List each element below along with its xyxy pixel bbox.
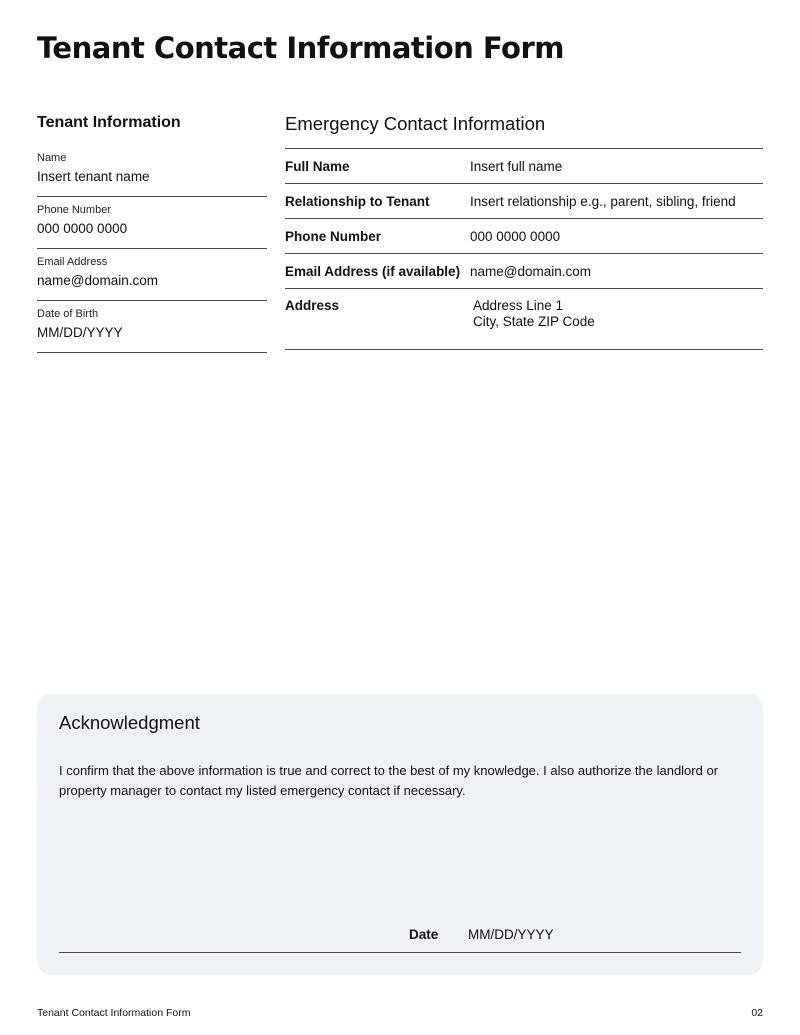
ec-relationship-value[interactable]: Insert relationship e.g., parent, sibling, friend (470, 193, 736, 209)
tenant-dob-field[interactable] (37, 301, 267, 353)
tenant-information-section (37, 110, 267, 353)
tenant-phone-field[interactable] (37, 197, 267, 249)
ec-email-value[interactable]: name@domain.com (470, 263, 592, 279)
tenant-dob-value[interactable]: MM/DD/YYYY (37, 325, 123, 340)
tenant-email-field[interactable] (37, 249, 267, 301)
acknowledgment-date-value[interactable]: MM/DD/YYYY (468, 927, 554, 942)
tenant-name-value[interactable]: Insert tenant name (37, 169, 150, 184)
tenant-phone-value[interactable]: 000 0000 0000 (37, 221, 128, 236)
footer-page-number: 02 (751, 1007, 763, 1019)
tenant-email-value[interactable]: name@domain.com (37, 273, 159, 288)
tenant-email-label: Email Address (37, 256, 108, 268)
tenant-information-heading: Tenant Information (37, 114, 181, 131)
ec-address-value[interactable] (470, 298, 595, 330)
emergency-contact-section (285, 110, 763, 350)
ec-email-label: Email Address (if available) (285, 263, 461, 279)
ec-relationship-row (285, 184, 763, 219)
ec-address-line1: Address Line 1 (473, 298, 564, 313)
acknowledgment-title: Acknowledgment (59, 712, 200, 733)
ec-email-row (285, 254, 763, 289)
ec-full-name-value[interactable]: Insert full name (470, 158, 563, 174)
acknowledgment-panel (37, 694, 763, 975)
ec-relationship-label: Relationship to Tenant (285, 193, 430, 209)
ec-full-name-row (285, 149, 763, 184)
acknowledgment-text: I confirm that the above information is true and correct to the best of my knowledge. I also authorize the landlord or property manager to contact my listed emergency contact if necessary. (59, 763, 719, 798)
ec-phone-row (285, 219, 763, 254)
tenant-name-field[interactable] (37, 145, 267, 197)
tenant-name-label: Name (37, 152, 67, 164)
tenant-dob-label: Date of Birth (37, 308, 99, 320)
tenant-phone-label: Phone Number (37, 204, 111, 216)
ec-address-row (285, 289, 763, 350)
ec-address-line2: City, State ZIP Code (473, 314, 595, 329)
page-title: Tenant Contact Information Form (37, 31, 564, 65)
ec-full-name-label: Full Name (285, 158, 350, 174)
emergency-contact-heading: Emergency Contact Information (285, 110, 763, 149)
signature-date-line (59, 952, 741, 953)
ec-address-label: Address (285, 298, 340, 313)
tenant-fields (37, 145, 267, 353)
footer-title: Tenant Contact Information Form (37, 1007, 191, 1019)
ec-phone-value[interactable]: 000 0000 0000 (470, 228, 561, 244)
acknowledgment-date-label: Date (409, 927, 439, 942)
ec-phone-label: Phone Number (285, 228, 382, 244)
